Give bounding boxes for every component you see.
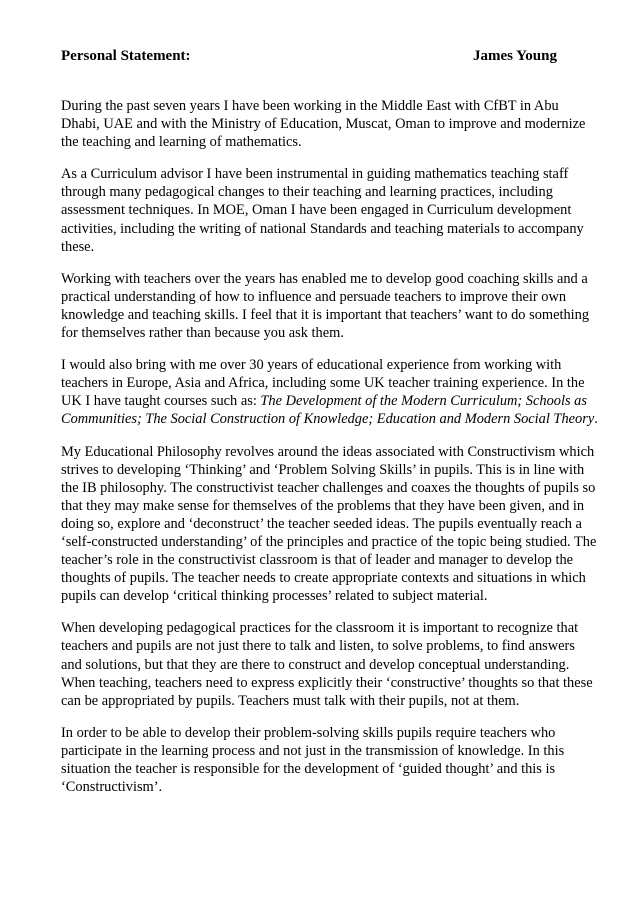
document-page: [61, 47, 599, 810]
paragraph-curriculum-advisor: As a Curriculum advisor I have been instrumental in guiding mathematics teaching staff through many pedagogical changes to their teaching and learning practices, including assessment techniques. In MOE, Oman I have been engaged in Curriculum development activities, including the writing of national Standards and teaching materials to accompany these.: [61, 166, 584, 255]
document-header: [61, 47, 599, 67]
paragraph-coaching-skills: Working with teachers over the years has enabled me to develop good coaching skills and a practical understanding of how to influence and persuade teachers to improve their own knowledge and teaching skills. I feel that it is important that teachers’ want to do something for themselves rather than because you ask them.: [61, 270, 590, 342]
document-title: Personal Statement:: [61, 48, 191, 64]
paragraph-pedagogical-practices: When developing pedagogical practices for the classroom it is important to recognize that teachers and pupils are not just there to talk and listen, to solve problems, to find answers and solutions, but that they are there to construct and develop conceptual understanding. When teaching, teachers need to express explicitly their ‘constructive’ thoughts so that these can be appropriated by pupils. Teachers must talk with their pupils, not at them.: [61, 620, 593, 709]
author-name: James Young: [472, 48, 557, 64]
paragraph-experience-middle-east: During the past seven years I have been working in the Middle East with CfBT in Abu Dhabi, UAE and with the Ministry of Education, Muscat, Oman to improve and modernize the teaching and learning of mathematics.: [61, 98, 586, 151]
paragraph-educational-philosophy: My Educational Philosophy revolves around the ideas associated with Constructivism which strives to developing ‘Thinking’ and ‘Problem Solving Skills’ in pupils. This is in line with the IB philosophy. The constructivist teacher challenges and coaxes the thoughts of pupils so that they may make sense for themselves of the problems that they have been given, and in doing so, explore and ‘deconstruct’ the teacher seeded ideas. The pupils eventually reach a ‘self-constructed understanding’ of the principles and practice of the topic being studied. The teacher’s role in the constructivist classroom is that of leader and manager to develop the thoughts of pupils. The teacher needs to create appropriate contexts and situations in which pupils can develop ‘critical thinking processes’ related to subject material.: [61, 443, 597, 605]
paragraph-educational-experience: I would also bring with me over 30 years of educational experience from working with teachers in Europe, Asia and Africa, including some UK teacher training experience. In the UK I have taught courses such as: The Development of the Modern Curriculum; Schools as Communities; The Social Construction of Knowledge; Education and Modern Social Theory.: [61, 357, 598, 428]
course-titles: The Development of the Modern Curriculum; Schools as Communities; The Social Construction of Knowledge; Education and Modern Social Theory: [61, 393, 595, 428]
paragraph-problem-solving: In order to be able to develop their problem-solving skills pupils require teachers who participate in the learning process and not just in the transmission of knowledge. In this situation the teacher is responsible for the development of ‘guided thought’ and this is ‘Constructivism’.: [61, 724, 565, 796]
